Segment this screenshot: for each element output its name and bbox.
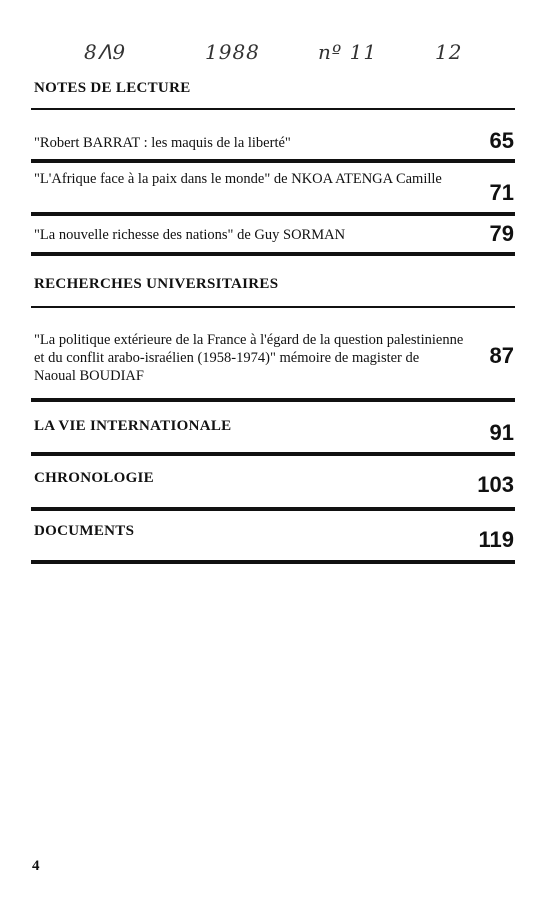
section-title-recherches-universitaires: RECHERCHES UNIVERSITAIRES xyxy=(34,276,279,292)
divider xyxy=(31,306,515,308)
section-title-la-vie-internationale: LA VIE INTERNATIONALE xyxy=(34,418,232,434)
section-title-notes-de-lecture: NOTES DE LECTURE xyxy=(34,80,191,96)
section-title-documents: DOCUMENTS xyxy=(34,523,135,539)
handwritten-issue: nº 11 xyxy=(318,40,378,64)
toc-page-number: 103 xyxy=(477,472,514,497)
divider xyxy=(31,398,515,402)
toc-entry-text: "La politique extérieure de la France à l'égard de la question palestinienne et du conflit arabo-israélien (1958-1974)" mémoire de magister de Naoual BOUDIAF xyxy=(34,332,464,384)
divider xyxy=(31,560,515,564)
divider xyxy=(31,507,515,511)
handwritten-note: 8ᐱ9 xyxy=(84,40,127,64)
toc-page-number: 119 xyxy=(478,527,514,552)
toc-entry-text: "L'Afrique face à la paix dans le monde" de NKOA ATENGA Camille xyxy=(34,171,442,187)
page-folio-number: 4 xyxy=(32,858,40,874)
divider xyxy=(31,212,515,216)
toc-page-number: 79 xyxy=(489,221,514,246)
handwritten-number: 12 xyxy=(435,40,463,64)
toc-entry-text: "Robert BARRAT : les maquis de la liberté" xyxy=(34,135,291,151)
toc-page-number: 65 xyxy=(489,128,514,153)
toc-page-number: 87 xyxy=(489,343,514,368)
handwritten-year: 1988 xyxy=(205,40,260,64)
toc-page-number: 91 xyxy=(489,420,514,445)
section-title-chronologie: CHRONOLOGIE xyxy=(34,470,154,486)
divider xyxy=(31,252,515,256)
toc-page-number: 71 xyxy=(489,180,514,205)
divider xyxy=(31,159,515,163)
divider xyxy=(31,452,515,456)
toc-entry-text: "La nouvelle richesse des nations" de Guy SORMAN xyxy=(34,227,346,243)
divider xyxy=(31,108,515,110)
